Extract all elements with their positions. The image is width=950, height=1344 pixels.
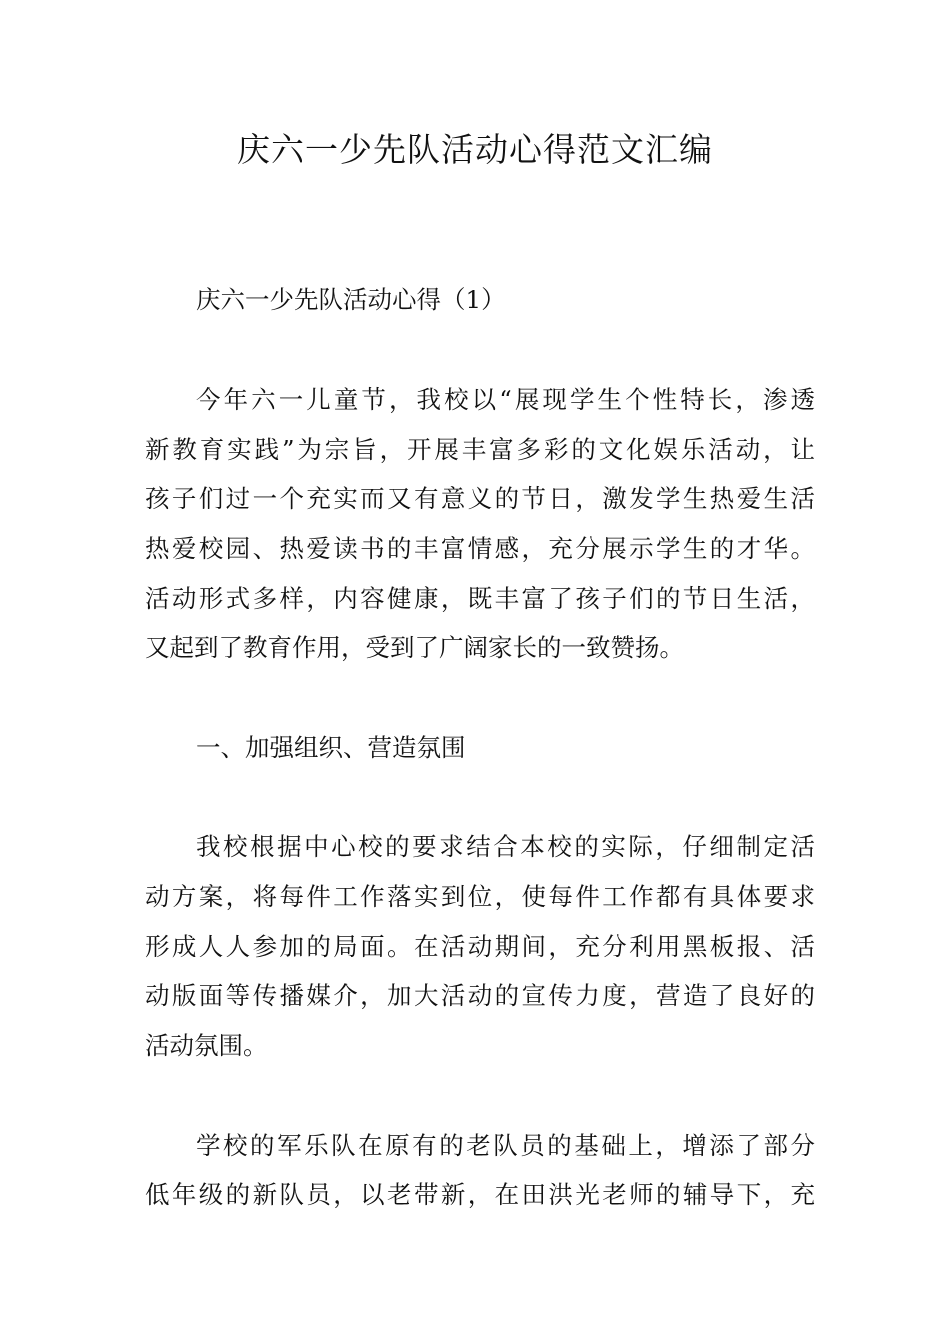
paragraph-line: 又起到了教育作用，受到了广阔家长的一致赞扬。	[145, 633, 684, 662]
paragraph-line: 活动形式多样，内容健康，既丰富了孩子们的节日生活，	[145, 584, 815, 613]
paragraph-line: 低年级的新队员，以老带新，在田洪光老师的辅导下，充	[145, 1180, 815, 1209]
paragraph-line: 热爱校园、热爱读书的丰富情感，充分展示学生的才华。	[145, 534, 815, 563]
document-title: 庆六一少先队活动心得范文汇编	[237, 130, 713, 169]
paragraph-line: 学校的军乐队在原有的老队员的基础上，增添了部分	[196, 1131, 815, 1160]
paragraph-line: 孩子们过一个充实而又有意义的节日，激发学生热爱生活	[145, 484, 815, 513]
paragraph-line: 新教育实践”为宗旨，开展丰富多彩的文化娱乐活动，让	[145, 435, 815, 464]
paragraph-line: 活动氛围。	[145, 1031, 268, 1060]
paragraph-line: 动方案，将每件工作落实到位，使每件工作都有具体要求	[145, 882, 815, 911]
paragraph-line: 我校根据中心校的要求结合本校的实际，仔细制定活	[196, 832, 815, 861]
paragraph-line: 形成人人参加的局面。在活动期间，充分利用黑板报、活	[145, 932, 815, 961]
paragraph-line: 今年六一儿童节，我校以“展现学生个性特长，渗透	[196, 385, 815, 414]
paragraph-line: 动版面等传播媒介，加大活动的宣传力度，营造了良好的	[145, 981, 815, 1010]
section-heading: 庆六一少先队活动心得（1）	[196, 285, 506, 314]
subheading-1: 一、加强组织、营造氛围	[196, 733, 466, 762]
